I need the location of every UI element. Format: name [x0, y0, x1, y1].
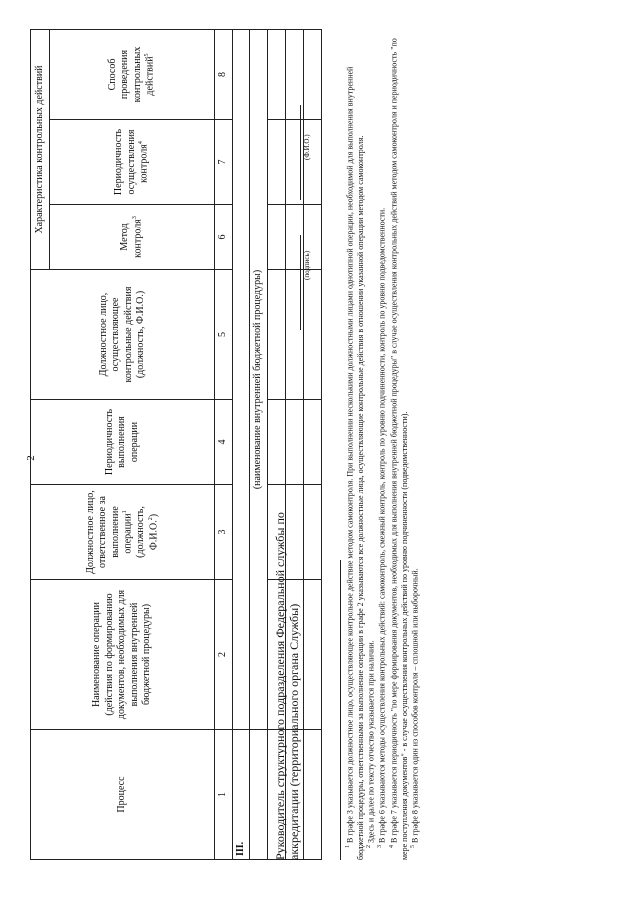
- col-header-8: Способ проведения контрольных действий$^5$: [50, 29, 215, 119]
- col-header-5: Должностное лицо, осуществляющее контрольные действия (должность, Ф.И.О.): [31, 270, 215, 400]
- col-header-1: Процесс: [31, 730, 215, 860]
- col-header-7: Периодичность осуществления контроля$^4$: [50, 120, 215, 205]
- footnote: $^3$ В графе 6 указываются методы осуществления контрольных действий: самоконтроль, смежный контроль, контроль по уровню подчиненности, контроль по уровню подведомственности.: [377, 207, 388, 848]
- footnote: $^5$ В графе 8 указывается один из способов контроля – сплошной или выборочный.: [409, 568, 420, 848]
- col-number: 6: [215, 205, 233, 270]
- col-number: 3: [215, 485, 233, 580]
- section-caption: (наименование внутренней бюджетной процедуры): [250, 29, 268, 729]
- col-number: 1: [215, 730, 233, 860]
- footnote-rule: [340, 560, 341, 860]
- footnote: $^2$ Здесь и далее по тексту отчество указывается при наличии.: [366, 640, 377, 848]
- signature-block: [273, 30, 311, 860]
- column-number-row: [215, 29, 233, 859]
- section-label: III.: [232, 730, 250, 860]
- col-header-2: Наименование операции (действия по формированию документов, необходимых для выполнения внутренней бюджетной процедуры): [31, 580, 215, 730]
- page-number: 2: [24, 455, 37, 461]
- footnote: $^1$ В графе 3 указывается должностное лицо, осуществляющее контрольное действие методом самоконтроля. При выполнении несколькими должностными лицами однотипной операции, необходимой для выполнения внутренней бюджетной процедуры, ответственными за выполнение операции в графе 2 указываются все должностные лица, осуществляющие контрольные действия в отношении указанной операции методом самоконтроля.: [345, 66, 366, 860]
- col-number: 7: [215, 120, 233, 205]
- name-line: [300, 105, 301, 200]
- signature-line: [300, 235, 301, 330]
- section-row: [232, 29, 250, 859]
- col-number: 5: [215, 270, 233, 400]
- col-header-3: Должностное лицо, ответственное за выполнение операции$^1$ (должность, Ф.И.О.$^2$): [31, 485, 215, 580]
- col-number: 2: [215, 580, 233, 730]
- col-header-6: Метод контроля$^3$: [50, 205, 215, 270]
- col-header-4: Периодичность выполнения операции: [31, 400, 215, 485]
- col-number: 8: [215, 29, 233, 119]
- signature-caption: (подпись): [303, 250, 311, 280]
- signature-title: Руководитель структурного подразделения Федеральной службы по аккредитации (территориального органа Службы): [273, 512, 302, 860]
- name-caption: (Ф.И.О.): [303, 134, 311, 160]
- col-number: 4: [215, 400, 233, 485]
- section-name-cell: [232, 29, 250, 729]
- footnote: $^4$ В графе 7 указывается периодичность "по мере формирования документов, необходимых для выполнения внутренней бюджетной процедуры" в случае осуществления контрольных действий методом самоконтроля и периодичность "по мере поступления документов" - в случае осуществления контрольных действий по уровню подчиненности (подведомственности).: [388, 38, 409, 860]
- group-header: Характеристика контрольных действий: [31, 29, 50, 269]
- footnotes: [340, 30, 421, 860]
